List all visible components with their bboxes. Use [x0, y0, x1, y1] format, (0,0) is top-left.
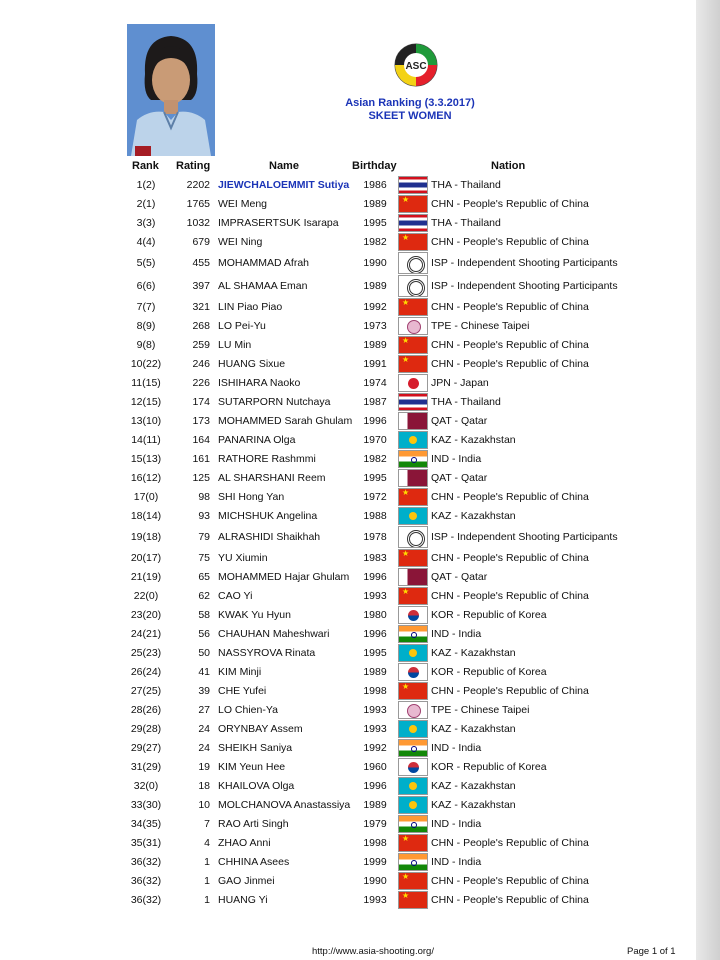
- nation-cell: CHN - People's Republic of China: [431, 357, 589, 370]
- flag-icon-kaz: [398, 777, 428, 795]
- birthday-cell: 1993: [363, 893, 387, 906]
- name-cell: CAO Yi: [218, 589, 253, 602]
- birthday-cell: 1982: [363, 235, 387, 248]
- birthday-cell: 1996: [363, 627, 387, 640]
- birthday-cell: 1973: [363, 319, 387, 332]
- flag-icon-tha: [398, 176, 428, 194]
- rating-cell: 268: [192, 319, 210, 332]
- birthday-cell: 1992: [363, 300, 387, 313]
- nation-cell: CHN - People's Republic of China: [431, 338, 589, 351]
- name-cell: RATHORE Rashmmi: [218, 452, 316, 465]
- table-row: [0, 297, 700, 316]
- table-row: [0, 852, 700, 871]
- flag-icon-chn: [398, 587, 428, 605]
- name-cell: AL SHARSHANI Reem: [218, 471, 326, 484]
- rating-cell: 58: [198, 608, 210, 621]
- rank-cell: 13(10): [130, 414, 162, 427]
- flag-icon-chn: [398, 488, 428, 506]
- nation-cell: QAT - Qatar: [431, 414, 488, 427]
- rank-cell: 10(22): [130, 357, 162, 370]
- rating-cell: 164: [192, 433, 210, 446]
- table-row: [0, 833, 700, 852]
- nation-cell: THA - Thailand: [431, 216, 501, 229]
- table-row: [0, 757, 700, 776]
- flag-icon-kaz: [398, 644, 428, 662]
- nation-cell: KOR - Republic of Korea: [431, 608, 547, 621]
- birthday-cell: 1989: [363, 798, 387, 811]
- name-cell: ZHAO Anni: [218, 836, 271, 849]
- name-cell: PANARINA Olga: [218, 433, 296, 446]
- rating-cell: 7: [204, 817, 210, 830]
- rating-cell: 65: [198, 570, 210, 583]
- nation-cell: KAZ - Kazakhstan: [431, 798, 516, 811]
- rating-cell: 18: [198, 779, 210, 792]
- rank-cell: 4(4): [136, 235, 156, 248]
- footer-url: http://www.asia-shooting.org/: [312, 946, 434, 957]
- rating-cell: 79: [198, 530, 210, 543]
- nation-cell: IND - India: [431, 627, 482, 640]
- table-row: [0, 871, 700, 890]
- rank-cell: 9(8): [136, 338, 156, 351]
- nation-cell: THA - Thailand: [431, 395, 501, 408]
- birthday-cell: 1993: [363, 703, 387, 716]
- flag-icon-kaz: [398, 796, 428, 814]
- rating-cell: 4: [204, 836, 210, 849]
- table-row: [0, 624, 700, 643]
- table-row: [0, 468, 700, 487]
- birthday-cell: 1989: [363, 665, 387, 678]
- rating-cell: 93: [198, 509, 210, 522]
- table-row: [0, 232, 700, 251]
- birthday-cell: 1995: [363, 216, 387, 229]
- rating-cell: 321: [192, 300, 210, 313]
- birthday-cell: 1974: [363, 376, 387, 389]
- rank-cell: 28(26): [130, 703, 162, 716]
- nation-cell: JPN - Japan: [431, 376, 489, 389]
- birthday-cell: 1999: [363, 855, 387, 868]
- flag-icon-qat: [398, 568, 428, 586]
- rating-cell: 173: [192, 414, 210, 427]
- rank-cell: 21(19): [130, 570, 162, 583]
- rank-cell: 8(9): [136, 319, 156, 332]
- birthday-cell: 1980: [363, 608, 387, 621]
- nation-cell: KOR - Republic of Korea: [431, 665, 547, 678]
- nation-cell: IND - India: [431, 741, 482, 754]
- birthday-cell: 1996: [363, 414, 387, 427]
- table-row: [0, 194, 700, 213]
- birthday-cell: 1995: [363, 646, 387, 659]
- rating-cell: 98: [198, 490, 210, 503]
- table-row: [0, 392, 700, 411]
- name-cell: SHI Hong Yan: [218, 490, 285, 503]
- name-cell: HUANG Sixue: [218, 357, 286, 370]
- nation-cell: ISP - Independent Shooting Participants: [431, 530, 618, 543]
- name-cell: CHHINA Asees: [218, 855, 290, 868]
- flag-icon-ind: [398, 625, 428, 643]
- nation-cell: KAZ - Kazakhstan: [431, 433, 516, 446]
- rank-cell: 36(32): [130, 855, 162, 868]
- col-header-name: Name: [269, 160, 299, 172]
- flag-icon-kaz: [398, 507, 428, 525]
- table-row: [0, 175, 700, 194]
- name-cell: YU Xiumin: [218, 551, 268, 564]
- birthday-cell: 1992: [363, 741, 387, 754]
- flag-icon-chn: [398, 872, 428, 890]
- table-row: [0, 548, 700, 567]
- flag-icon-ind: [398, 739, 428, 757]
- flag-icon-ind: [398, 853, 428, 871]
- nation-cell: KAZ - Kazakhstan: [431, 722, 516, 735]
- rank-cell: 1(2): [136, 178, 156, 191]
- flag-icon-chn: [398, 549, 428, 567]
- rank-cell: 35(31): [130, 836, 162, 849]
- nation-cell: IND - India: [431, 855, 482, 868]
- col-header-rank: Rank: [132, 160, 159, 172]
- nation-cell: KAZ - Kazakhstan: [431, 779, 516, 792]
- name-cell: LIN Piao Piao: [218, 300, 283, 313]
- flag-icon-ind: [398, 815, 428, 833]
- name-cell: CHE Yufei: [218, 684, 267, 697]
- birthday-cell: 1993: [363, 722, 387, 735]
- table-row: [0, 643, 700, 662]
- rank-cell: 15(13): [130, 452, 162, 465]
- birthday-cell: 1978: [363, 530, 387, 543]
- table-row: [0, 213, 700, 232]
- flag-icon-chn: [398, 298, 428, 316]
- rating-cell: 174: [192, 395, 210, 408]
- flag-icon-chn: [398, 355, 428, 373]
- birthday-cell: 1996: [363, 779, 387, 792]
- flag-icon-chn: [398, 891, 428, 909]
- rank-cell: 33(30): [130, 798, 162, 811]
- nation-cell: CHN - People's Republic of China: [431, 490, 589, 503]
- name-cell: KHAILOVA Olga: [218, 779, 295, 792]
- name-cell: MICHSHUK Angelina: [218, 509, 318, 522]
- rating-cell: 10: [198, 798, 210, 811]
- birthday-cell: 1995: [363, 471, 387, 484]
- table-row: [0, 316, 700, 335]
- rank-cell: 34(35): [130, 817, 162, 830]
- nation-cell: QAT - Qatar: [431, 471, 488, 484]
- table-row: [0, 487, 700, 506]
- rank-cell: 29(28): [130, 722, 162, 735]
- rank-cell: 27(25): [130, 684, 162, 697]
- flag-icon-qat: [398, 412, 428, 430]
- flag-icon-chn: [398, 834, 428, 852]
- name-cell: JIEWCHALOEMMIT Sutiya: [218, 178, 350, 191]
- rating-cell: 2202: [186, 178, 210, 191]
- birthday-cell: 1989: [363, 279, 387, 292]
- federation-logo: [393, 42, 439, 88]
- ranking-subtitle: SKEET WOMEN: [368, 110, 452, 122]
- table-row: [0, 411, 700, 430]
- nation-cell: CHN - People's Republic of China: [431, 874, 589, 887]
- name-cell: ISHIHARA Naoko: [218, 376, 301, 389]
- flag-icon-kor: [398, 606, 428, 624]
- name-cell: SHEIKH Saniya: [218, 741, 293, 754]
- table-row: [0, 274, 700, 297]
- nation-cell: CHN - People's Republic of China: [431, 589, 589, 602]
- rank-cell: 22(0): [133, 589, 159, 602]
- rank-cell: 6(6): [136, 279, 156, 292]
- birthday-cell: 1993: [363, 589, 387, 602]
- table-row: [0, 586, 700, 605]
- nation-cell: THA - Thailand: [431, 178, 501, 191]
- name-cell: MOLCHANOVA Anastassiya: [218, 798, 351, 811]
- flag-icon-ind: [398, 450, 428, 468]
- name-cell: MOHAMMED Hajar Ghulam: [218, 570, 350, 583]
- nation-cell: QAT - Qatar: [431, 570, 488, 583]
- flag-icon-chn: [398, 336, 428, 354]
- rating-cell: 39: [198, 684, 210, 697]
- rank-cell: 25(23): [130, 646, 162, 659]
- flag-icon-kor: [398, 758, 428, 776]
- table-row: [0, 449, 700, 468]
- table-row: [0, 251, 700, 274]
- birthday-cell: 1990: [363, 256, 387, 269]
- name-cell: SUTARPORN Nutchaya: [218, 395, 331, 408]
- rank-cell: 19(18): [130, 530, 162, 543]
- nation-cell: TPE - Chinese Taipei: [431, 319, 530, 332]
- flag-icon-tha: [398, 214, 428, 232]
- ranking-title: Asian Ranking (3.3.2017): [345, 97, 475, 109]
- name-cell: WEI Meng: [218, 197, 268, 210]
- table-row: [0, 738, 700, 757]
- rank-cell: 36(32): [130, 874, 162, 887]
- name-cell: LU Min: [218, 338, 252, 351]
- nation-cell: CHN - People's Republic of China: [431, 300, 589, 313]
- name-cell: LO Pei-Yu: [218, 319, 266, 332]
- name-cell: CHAUHAN Maheshwari: [218, 627, 330, 640]
- rank-cell: 23(20): [130, 608, 162, 621]
- flag-icon-jpn: [398, 374, 428, 392]
- rank-cell: 3(3): [136, 216, 156, 229]
- birthday-cell: 1988: [363, 509, 387, 522]
- rank-cell: 36(32): [130, 893, 162, 906]
- rank-cell: 16(12): [130, 471, 162, 484]
- nation-cell: CHN - People's Republic of China: [431, 684, 589, 697]
- name-cell: ORYNBAY Assem: [218, 722, 303, 735]
- nation-cell: KOR - Republic of Korea: [431, 760, 547, 773]
- flag-icon-chn: [398, 195, 428, 213]
- name-cell: NASSYROVA Rinata: [218, 646, 316, 659]
- footer-page: Page 1 of 1: [627, 946, 676, 957]
- name-cell: RAO Arti Singh: [218, 817, 289, 830]
- table-row: [0, 681, 700, 700]
- birthday-cell: 1990: [363, 874, 387, 887]
- birthday-cell: 1970: [363, 433, 387, 446]
- flag-icon-chn: [398, 233, 428, 251]
- table-row: [0, 662, 700, 681]
- table-row: [0, 567, 700, 586]
- birthday-cell: 1983: [363, 551, 387, 564]
- flag-icon-qat: [398, 469, 428, 487]
- nation-cell: CHN - People's Republic of China: [431, 893, 589, 906]
- name-cell: MOHAMMED Sarah Ghulam: [218, 414, 353, 427]
- rating-cell: 455: [192, 256, 210, 269]
- flag-icon-isp: [398, 526, 428, 548]
- rank-cell: 12(15): [130, 395, 162, 408]
- birthday-cell: 1986: [363, 178, 387, 191]
- table-row: [0, 700, 700, 719]
- table-row: [0, 795, 700, 814]
- nation-cell: KAZ - Kazakhstan: [431, 646, 516, 659]
- nation-cell: CHN - People's Republic of China: [431, 235, 589, 248]
- rating-cell: 50: [198, 646, 210, 659]
- nation-cell: KAZ - Kazakhstan: [431, 509, 516, 522]
- rating-cell: 679: [192, 235, 210, 248]
- rating-cell: 19: [198, 760, 210, 773]
- birthday-cell: 1982: [363, 452, 387, 465]
- nation-cell: IND - India: [431, 452, 482, 465]
- flag-icon-isp: [398, 275, 428, 297]
- nation-cell: CHN - People's Republic of China: [431, 551, 589, 564]
- rank-cell: 17(0): [133, 490, 159, 503]
- name-cell: MOHAMMAD Afrah: [218, 256, 310, 269]
- rating-cell: 1765: [186, 197, 210, 210]
- rating-cell: 75: [198, 551, 210, 564]
- col-header-birthday: Birthday: [352, 160, 397, 172]
- rating-cell: 1032: [186, 216, 210, 229]
- flag-icon-isp: [398, 252, 428, 274]
- table-row: [0, 354, 700, 373]
- birthday-cell: 1960: [363, 760, 387, 773]
- rating-cell: 24: [198, 741, 210, 754]
- birthday-cell: 1987: [363, 395, 387, 408]
- rating-cell: 246: [192, 357, 210, 370]
- nation-cell: CHN - People's Republic of China: [431, 836, 589, 849]
- nation-cell: ISP - Independent Shooting Participants: [431, 256, 618, 269]
- birthday-cell: 1989: [363, 197, 387, 210]
- birthday-cell: 1989: [363, 338, 387, 351]
- birthday-cell: 1991: [363, 357, 387, 370]
- rank-cell: 31(29): [130, 760, 162, 773]
- table-row: [0, 719, 700, 738]
- table-row: [0, 890, 700, 909]
- birthday-cell: 1972: [363, 490, 387, 503]
- name-cell: KWAK Yu Hyun: [218, 608, 291, 621]
- flag-icon-kaz: [398, 720, 428, 738]
- col-header-rating: Rating: [176, 160, 211, 172]
- table-row: [0, 506, 700, 525]
- rank-cell: 18(14): [130, 509, 162, 522]
- name-cell: KIM Minji: [218, 665, 262, 678]
- table-row: [0, 525, 700, 548]
- page-heading: [300, 97, 520, 123]
- rating-cell: 1: [204, 893, 210, 906]
- name-cell: KIM Yeun Hee: [218, 760, 286, 773]
- rank-cell: 29(27): [130, 741, 162, 754]
- rank-cell: 20(17): [130, 551, 162, 564]
- rating-cell: 1: [204, 855, 210, 868]
- table-row: [0, 335, 700, 354]
- rating-cell: 62: [198, 589, 210, 602]
- rating-cell: 226: [192, 376, 210, 389]
- flag-icon-tha: [398, 393, 428, 411]
- nation-cell: TPE - Chinese Taipei: [431, 703, 530, 716]
- rank-cell: 26(24): [130, 665, 162, 678]
- flag-icon-kor: [398, 663, 428, 681]
- nation-cell: CHN - People's Republic of China: [431, 197, 589, 210]
- col-header-nation: Nation: [491, 160, 526, 172]
- flag-icon-tpe: [398, 701, 428, 719]
- flag-icon-kaz: [398, 431, 428, 449]
- name-cell: IMPRASERTSUK Isarapa: [218, 216, 339, 229]
- nation-cell: ISP - Independent Shooting Participants: [431, 279, 618, 292]
- name-cell: AL SHAMAA Eman: [218, 279, 308, 292]
- rating-cell: 397: [192, 279, 210, 292]
- birthday-cell: 1979: [363, 817, 387, 830]
- rank-cell: 7(7): [136, 300, 156, 313]
- rank-cell: 11(15): [131, 376, 161, 389]
- name-cell: GAO Jinmei: [218, 874, 275, 887]
- flag-icon-chn: [398, 682, 428, 700]
- rating-cell: 27: [198, 703, 210, 716]
- table-row: [0, 430, 700, 449]
- name-cell: ALRASHIDI Shaikhah: [218, 530, 321, 543]
- athlete-photo: [127, 24, 215, 156]
- rating-cell: 125: [192, 471, 210, 484]
- birthday-cell: 1998: [363, 684, 387, 697]
- rank-cell: 2(1): [136, 197, 156, 210]
- flag-icon-tpe: [398, 317, 428, 335]
- birthday-cell: 1998: [363, 836, 387, 849]
- table-row: [0, 373, 700, 392]
- rank-cell: 24(21): [130, 627, 162, 640]
- table-row: [0, 776, 700, 795]
- name-cell: LO Chien-Ya: [218, 703, 278, 716]
- rating-cell: 24: [198, 722, 210, 735]
- rank-cell: 5(5): [136, 256, 156, 269]
- table-row: [0, 605, 700, 624]
- svg-text:ASC: ASC: [405, 61, 427, 72]
- birthday-cell: 1996: [363, 570, 387, 583]
- nation-cell: IND - India: [431, 817, 482, 830]
- rating-cell: 259: [192, 338, 210, 351]
- rank-cell: 32(0): [133, 779, 159, 792]
- rating-cell: 56: [198, 627, 210, 640]
- rating-cell: 1: [204, 874, 210, 887]
- rating-cell: 41: [198, 665, 210, 678]
- name-cell: WEI Ning: [218, 235, 263, 248]
- rank-cell: 14(11): [131, 433, 161, 446]
- table-row: [0, 814, 700, 833]
- name-cell: HUANG Yi: [218, 893, 268, 906]
- rating-cell: 161: [192, 452, 210, 465]
